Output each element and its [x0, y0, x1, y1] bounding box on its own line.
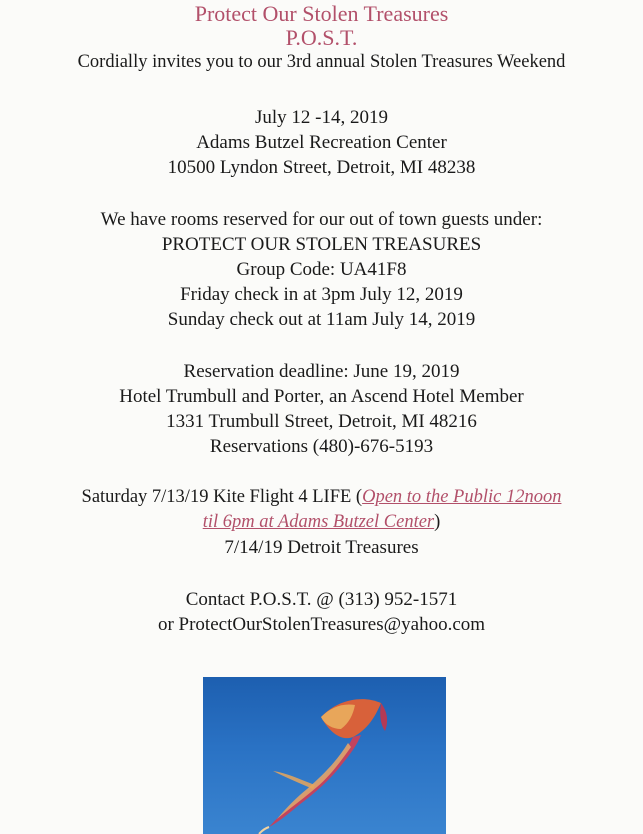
- saturday-link-part2[interactable]: til 6pm at Adams Butzel Center: [202, 512, 435, 532]
- kite-icon: [203, 677, 446, 834]
- saturday-line-2: [0, 510, 643, 535]
- hotel-deadline: Reservation deadline: June 19, 2019: [183, 361, 460, 382]
- event-dates: July 12 -14, 2019: [255, 107, 388, 128]
- saturday-link-part1[interactable]: Open to the Public 12noon: [362, 487, 562, 507]
- rooms-intro: We have rooms reserved for our out of town guests under:: [100, 209, 543, 230]
- contact-email: or ProtectOurStolenTreasures@yahoo.com: [157, 614, 486, 635]
- saturday-suffix: ): [434, 512, 441, 532]
- hotel-phone: Reservations (480)-676-5193: [209, 436, 434, 457]
- kite-photo: [203, 677, 446, 834]
- org-acronym: P.O.S.T.: [285, 25, 358, 50]
- invite-line: Cordially invites you to our 3rd annual Stolen Treasures Weekend: [77, 52, 566, 72]
- sunday-line: 7/14/19 Detroit Treasures: [224, 537, 419, 558]
- event-venue: Adams Butzel Recreation Center: [196, 132, 447, 153]
- hotel-address: 1331 Trumbull Street, Detroit, MI 48216: [166, 411, 477, 432]
- contact-phone: Contact P.O.S.T. @ (313) 952-1571: [185, 589, 458, 610]
- saturday-prefix: Saturday 7/13/19 Kite Flight 4 LIFE (: [81, 487, 363, 507]
- hotel-name: Hotel Trumbull and Porter, an Ascend Hotel Member: [119, 386, 524, 407]
- rooms-group-code: Group Code: UA41F8: [236, 259, 407, 280]
- event-address: 10500 Lyndon Street, Detroit, MI 48238: [167, 157, 476, 178]
- rooms-group-name: PROTECT OUR STOLEN TREASURES: [161, 234, 482, 255]
- org-name: Protect Our Stolen Treasures: [194, 1, 449, 26]
- saturday-line: [0, 485, 643, 510]
- rooms-checkout: Sunday check out at 11am July 14, 2019: [167, 309, 476, 330]
- rooms-checkin: Friday check in at 3pm July 12, 2019: [180, 284, 463, 305]
